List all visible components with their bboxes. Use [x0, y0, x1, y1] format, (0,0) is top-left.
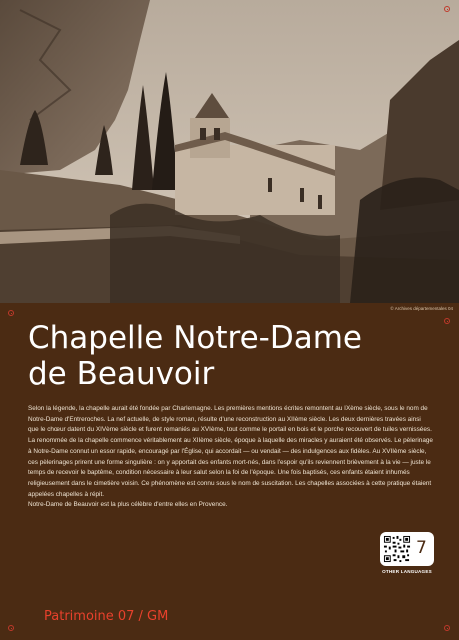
footer-label: Patrimoine 07 / GM	[44, 609, 169, 624]
paragraph-history: Selon la légende, la chapelle aurait été fondée par Charlemagne. Les premières mentions écrites remontent au IXème siècle, sous le nom de Notre-Dame d'Entreroches. La nef actuelle, de style roman, résulte d'une reconstruction au XIIème siècle. Les deux dernières travées ainsi que le chœur datent du XIVème siècle et furent remaniés au XVIème, tout comme le portail en bois et le porche recouvert de tuiles vernissées.	[28, 405, 432, 434]
title-line-2: de Beauvoir	[28, 356, 215, 392]
registration-mark	[8, 625, 14, 631]
chapel-illustration	[0, 0, 459, 303]
registration-mark	[444, 6, 450, 12]
title-line-1: Chapelle Notre-Dame	[28, 320, 362, 356]
other-languages-badge[interactable]	[380, 532, 434, 566]
paragraph-pilgrimage: La renommée de la chapelle commence véritablement au XIIème siècle, époque à laquelle des miracles y auraient été observés. Le pèlerinage à Notre-Dame connut un essor rapide, encouragé par l'Église, qui accordait — ou vendait — des indulgences aux fidèles. Au XVIIème siècle, ces pèlerinages prirent une forme singulière : on y apportait des enfants mort-nés, dans l'espoir qu'ils reviennent brièvement à la vie — juste le temps de recevoir le baptême, condition nécessaire à leur salut selon la foi de l'époque. Une fois baptisés, ces enfants étaient inhumés religieusement dans le cimetière voisin. Ce phénomène est connu sous le nom de suscitation. Les chapelles associées à cette pratique étaient appelées chapelles à répit.	[28, 437, 433, 498]
page-title	[28, 320, 428, 392]
chapel-photo	[0, 0, 459, 303]
other-languages-label: OTHER LANGUAGES	[382, 569, 432, 574]
registration-mark	[444, 318, 450, 324]
photo-credit: © Archives départementales 04	[390, 306, 453, 311]
body-text	[28, 404, 433, 511]
registration-mark	[444, 625, 450, 631]
paragraph-conclusion: Notre-Dame de Beauvoir est la plus célèbre d'entre elles en Provence.	[28, 501, 228, 509]
registration-mark	[8, 310, 14, 316]
qr-code-icon[interactable]	[383, 535, 411, 563]
badge-number: 7	[416, 538, 427, 558]
